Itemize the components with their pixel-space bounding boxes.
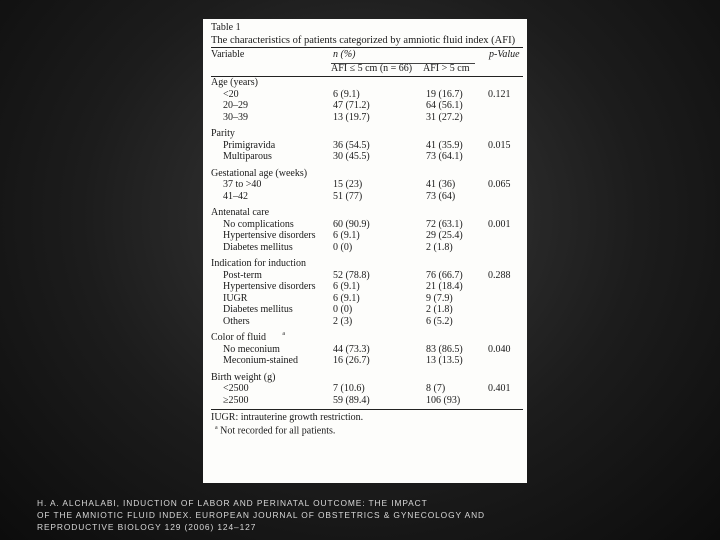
cell-afi-high: 2 (1.8) [426, 304, 453, 315]
header-group-low: AFI ≤ 5 cm (n = 66) [331, 63, 413, 74]
table-row [211, 151, 527, 163]
cell-afi-high: 41 (35.9) [426, 139, 463, 151]
cell-afi-low: 47 (71.2) [333, 100, 370, 111]
row-label: 30–39 [223, 111, 248, 123]
footnotes [211, 412, 527, 436]
row-label: 41–42 [223, 190, 248, 202]
cell-afi-low: 6 (9.1) [333, 292, 360, 304]
table-document [203, 19, 527, 483]
section-heading [211, 332, 527, 344]
cell-afi-high: 31 (27.2) [426, 111, 463, 123]
section-heading [211, 372, 527, 384]
row-label: Post-term [223, 269, 262, 281]
cell-afi-low: 6 (9.1) [333, 88, 360, 100]
table-body [211, 77, 527, 406]
table-row [211, 100, 527, 112]
cell-afi-low: 7 (10.6) [333, 383, 365, 394]
table-row [211, 281, 527, 293]
cell-afi-low: 30 (45.5) [333, 151, 370, 162]
row-label: 20–29 [223, 100, 248, 111]
cell-afi-high: 83 (86.5) [426, 343, 463, 355]
table-row [211, 89, 527, 101]
cell-afi-low: 15 (23) [333, 179, 363, 190]
section-name: Indication for induction [211, 258, 306, 269]
cell-afi-high: 64 (56.1) [426, 100, 463, 111]
cell-pvalue: 0.015 [488, 139, 511, 151]
cell-afi-low: 52 (78.8) [333, 269, 370, 281]
section-name: Parity [211, 128, 235, 139]
cell-afi-low: 60 (90.9) [333, 218, 370, 230]
cell-afi-high: 21 (18.4) [426, 281, 463, 292]
cell-afi-high: 6 (5.2) [426, 315, 453, 327]
cell-afi-low: 51 (77) [333, 190, 363, 202]
cell-afi-low: 6 (9.1) [333, 230, 360, 241]
caption-line-3: REPRODUCTIVE BIOLOGY 129 (2006) 124–127 [37, 522, 257, 532]
table-row [211, 270, 527, 282]
cell-afi-high: 76 (66.7) [426, 269, 463, 281]
table-title: The characteristics of patients categorized by amniotic fluid index (AFI) [211, 35, 516, 46]
header-row-2 [211, 62, 527, 76]
table-row [211, 344, 527, 356]
table-row [211, 112, 527, 124]
footnote-note-text: Not recorded for all patients. [220, 425, 336, 437]
table-row [211, 395, 527, 407]
section-heading [211, 207, 527, 219]
cell-afi-high: 73 (64.1) [426, 151, 463, 162]
row-label: Multiparous [223, 151, 272, 162]
row-label: No complications [223, 218, 294, 230]
section-heading [211, 168, 527, 180]
footnote-mark: a [215, 425, 218, 431]
cell-afi-high: 72 (63.1) [426, 218, 463, 230]
cell-afi-low: 59 (89.4) [333, 394, 370, 406]
cell-afi-low: 16 (26.7) [333, 355, 370, 366]
cell-afi-high: 19 (16.7) [426, 88, 463, 100]
cell-afi-high: 8 (7) [426, 383, 446, 394]
cell-afi-high: 2 (1.8) [426, 241, 453, 253]
cell-afi-low: 6 (9.1) [333, 281, 360, 292]
row-label: Diabetes mellitus [223, 304, 293, 315]
section-name: Antenatal care [211, 207, 270, 218]
footnote-note [211, 423, 527, 436]
cell-afi-high: 9 (7.9) [426, 292, 453, 304]
row-label: Hypertensive disorders [223, 281, 316, 292]
cell-afi-low: 44 (73.3) [333, 343, 370, 355]
cell-afi-low: 13 (19.7) [333, 111, 370, 123]
row-label: ≥2500 [223, 394, 249, 406]
cell-afi-high: 29 (25.4) [426, 230, 463, 241]
row-label: Others [223, 315, 250, 327]
caption-line-2: OF THE AMNIOTIC FLUID INDEX. EUROPEAN JOURNAL OF OBSTETRICS & GYNECOLOGY AND [37, 510, 485, 520]
citation-caption [37, 497, 597, 533]
row-label: No meconium [223, 343, 280, 355]
header-group-high: AFI > 5 cm [423, 63, 470, 74]
row-label: IUGR [223, 292, 248, 304]
table-row [211, 304, 527, 316]
row-label: Meconium-stained [223, 355, 298, 366]
cell-afi-high: 106 (93) [426, 394, 461, 406]
header-variable: Variable [211, 49, 245, 60]
table-row [211, 242, 527, 254]
table-row [211, 293, 527, 305]
header-pvalue: p-Value [489, 49, 520, 60]
cell-afi-low: 36 (54.5) [333, 139, 370, 151]
table-row [211, 140, 527, 152]
section-heading [211, 258, 527, 270]
cell-afi-high: 41 (36) [426, 179, 456, 190]
section-heading [211, 77, 527, 89]
row-label: Hypertensive disorders [223, 230, 316, 241]
cell-pvalue: 0.040 [488, 343, 511, 355]
cell-afi-low: 0 (0) [333, 304, 353, 315]
row-label: <20 [223, 88, 239, 100]
table-row [211, 355, 527, 367]
cell-pvalue: 0.001 [488, 218, 511, 230]
table-row [211, 383, 527, 395]
row-label: Primigravida [223, 139, 276, 151]
table-row [211, 230, 527, 242]
header-row-1 [211, 48, 527, 62]
cell-afi-low: 0 (0) [333, 241, 353, 253]
cell-pvalue: 0.121 [488, 88, 511, 100]
row-label: <2500 [223, 383, 249, 394]
table-row [211, 316, 527, 328]
cell-pvalue: 0.288 [488, 269, 511, 281]
row-label: 37 to >40 [223, 179, 262, 190]
table-label: Table 1 [211, 22, 241, 33]
cell-pvalue: 0.065 [488, 179, 511, 190]
header-n-pct: n (%) [333, 49, 356, 60]
cell-afi-high: 13 (13.5) [426, 355, 463, 366]
table-row [211, 219, 527, 231]
caption-line-1: H. A. ALCHALABI, INDUCTION OF LABOR AND PERINATAL OUTCOME: THE IMPACT [37, 498, 428, 508]
table-row [211, 191, 527, 203]
section-name: Gestational age (weeks) [211, 167, 308, 179]
row-label: Diabetes mellitus [223, 241, 293, 253]
cell-pvalue: 0.401 [488, 383, 511, 394]
section-heading [211, 128, 527, 140]
section-name: Color of fluid [211, 332, 266, 343]
table-row [211, 179, 527, 191]
section-name: Birth weight (g) [211, 371, 276, 383]
cell-afi-high: 73 (64) [426, 190, 456, 202]
cell-afi-low: 2 (3) [333, 315, 353, 327]
section-footnote-mark: a [282, 331, 286, 337]
footnote-abbrev: IUGR: intrauterine growth restriction. [211, 412, 364, 423]
section-name: Age (years) [211, 77, 258, 88]
bottom-rule [211, 409, 523, 410]
